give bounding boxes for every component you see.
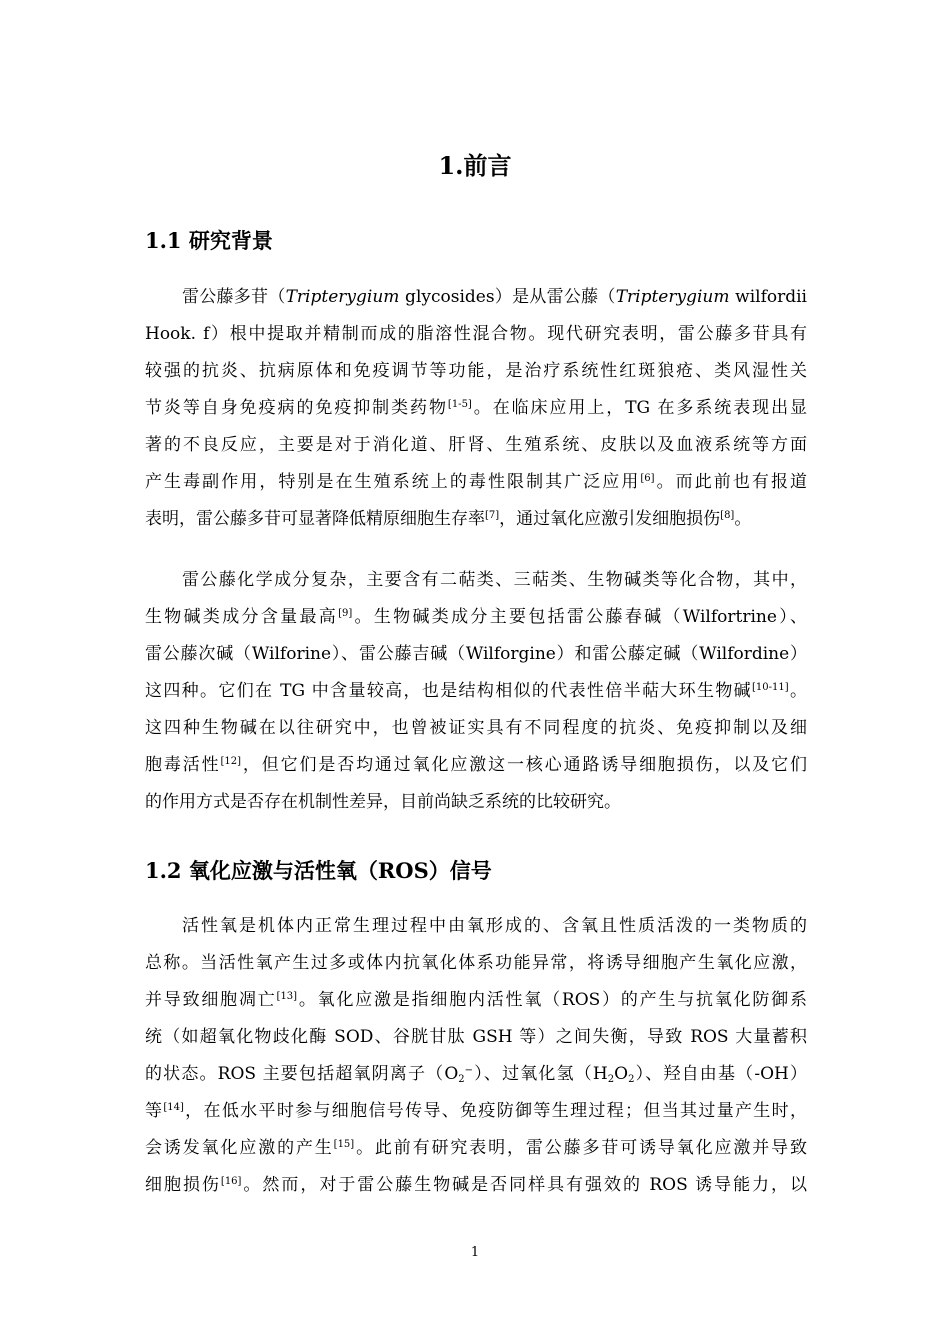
page-number: 1 (470, 1245, 480, 1260)
paragraph-2 (145, 562, 807, 821)
paragraph-3 (145, 908, 807, 1204)
text-line: 雷公藤次碱（Wilforine）、雷公藤吉碱（Wilforgine）和雷公藤定碱（Wilfordine） (145, 644, 807, 664)
citation: [12] (220, 756, 241, 767)
chapter-title: 1.前言 (438, 151, 512, 180)
citation: [14] (163, 1102, 184, 1113)
text-line: 胞毒活性[12]，但它们是否均通过氧化应激这一核心通路诱导细胞损伤，以及它们 (145, 755, 807, 775)
text-line: 著的不良反应，主要是对于消化道、肝肾、生殖系统、皮肤以及血液系统等方面 (145, 435, 807, 455)
citation: [6] (640, 473, 655, 484)
citation: [16] (220, 1176, 242, 1187)
citation: [15] (333, 1139, 355, 1150)
text-line: 统（如超氧化物歧化酶 SOD、谷胱甘肽 GSH 等）之间失衡，导致 ROS 大量蓄积 (145, 1027, 807, 1047)
citation: [1-5] (447, 399, 472, 410)
text-line: 雷公藤化学成分复杂，主要含有二萜类、三萜类、生物碱类等化合物，其中， (182, 570, 807, 590)
text-line: 总称。当活性氧产生过多或体内抗氧化体系功能异常，将诱导细胞产生氧化应激， (145, 953, 807, 973)
text-line: 等[14]，在低水平时参与细胞信号传导、免疫防御等生理过程；但当其过量产生时， (145, 1101, 807, 1121)
text-line: Hook. f）根中提取并精制而成的脂溶性混合物。现代研究表明，雷公藤多苷具有 (145, 324, 807, 344)
text-line: 细胞损伤[16]。然而，对于雷公藤生物碱是否同样具有强效的 ROS 诱导能力，以 (145, 1175, 807, 1195)
text-line: 会诱发氧化应激的产生[15]。此前有研究表明，雷公藤多苷可诱导氧化应激并导致 (145, 1138, 807, 1158)
text-line: 并导致细胞凋亡[13]。氧化应激是指细胞内活性氧（ROS）的产生与抗氧化防御系 (145, 990, 807, 1010)
text-line: 的作用方式是否存在机制性差异，目前尚缺乏系统的比较研究。 (145, 792, 621, 812)
text-line: 产生毒副作用，特别是在生殖系统上的毒性限制其广泛应用[6]。而此前也有报道 (145, 472, 807, 492)
text-line: 表明，雷公藤多苷可显著降低精原细胞生存率[7]，通过氧化应激引发细胞损伤[8]。 (145, 509, 752, 529)
section-heading-1-2: 1.2 氧化应激与活性氧（ROS）信号 (145, 858, 492, 883)
text-line: 雷公藤多苷（Tripterygium glycosides）是从雷公藤（Tripterygium wilfordii (182, 287, 807, 307)
text-line: 的状态。ROS 主要包括超氧阴离子$(O_2^-)$、过氧化氢$(H_2O_2)$、羟自由基（-OH） (145, 1064, 807, 1085)
text-line: 较强的抗炎、抗病原体和免疫调节等功能，是治疗系统性红斑狼疮、类风湿性关 (145, 361, 807, 381)
text-line: 生物碱类成分含量最高[9]。生物碱类成分主要包括雷公藤春碱（Wilfortrine）、 (145, 607, 807, 627)
citation: [10-11] (752, 682, 789, 693)
text-line: 节炎等自身免疫病的免疫抑制类药物[1-5]。在临床应用上，TG 在多系统表现出显 (145, 398, 807, 418)
citation: [7] (485, 510, 500, 521)
paragraph-1 (145, 279, 807, 538)
citation: [9] (338, 608, 353, 619)
text-line: 这四种。它们在 TG 中含量较高，也是结构相似的代表性倍半萜大环生物碱[10-11]。 (145, 681, 807, 701)
citation: [13] (276, 991, 298, 1002)
section-heading-1-1: 1.1 研究背景 (145, 228, 273, 253)
text-line: 活性氧是机体内正常生理过程中由氧形成的、含氧且性质活泼的一类物质的 (182, 916, 807, 936)
text-line: 这四种生物碱在以往研究中，也曾被证实具有不同程度的抗炎、免疫抑制以及细 (145, 718, 807, 738)
citation: [8] (720, 510, 735, 521)
